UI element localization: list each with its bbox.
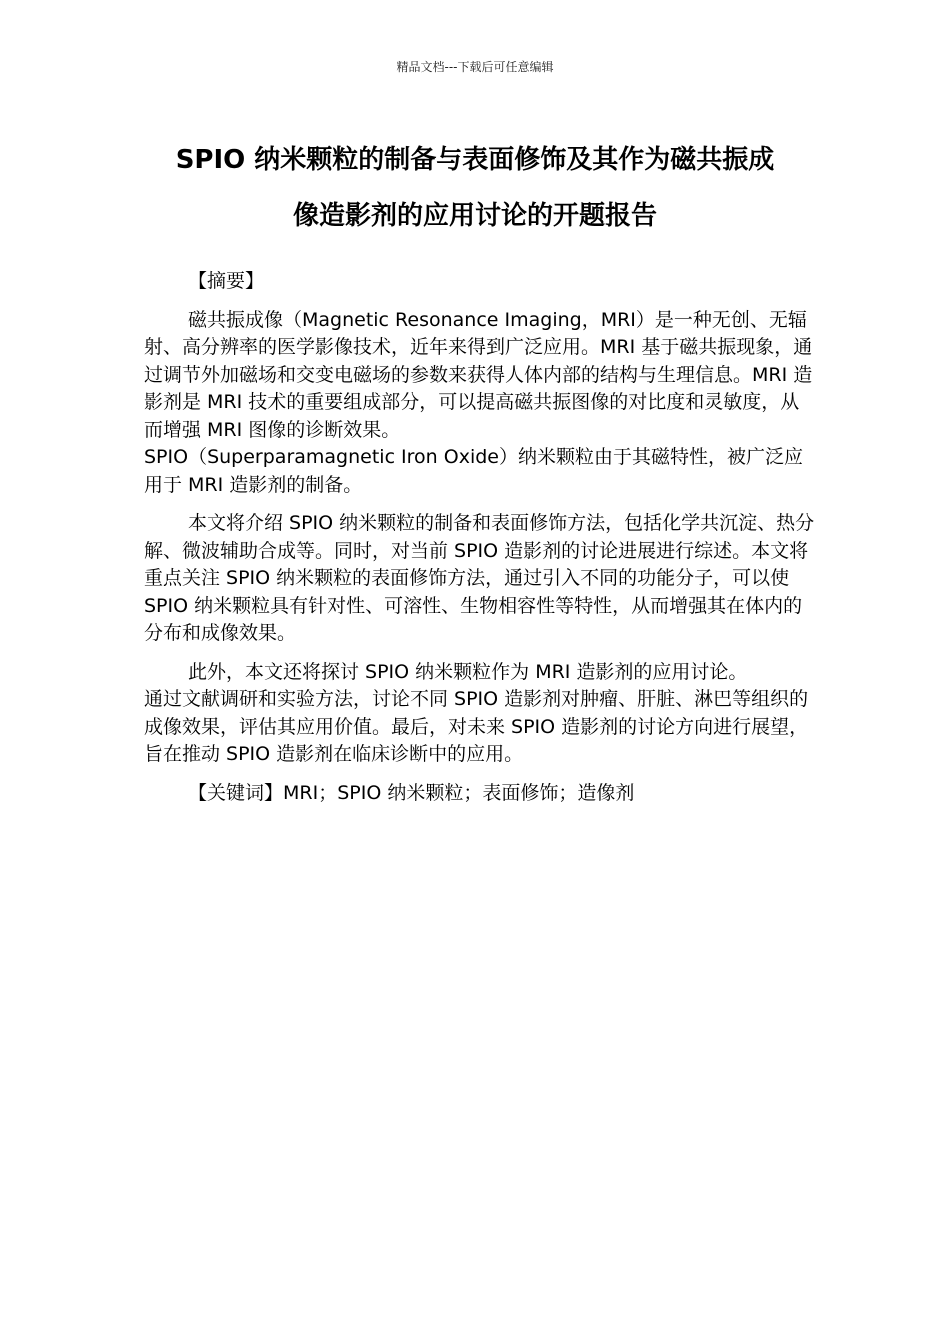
title-line-1: SPIO 纳米颗粒的制备与表面修饰及其作为磁共振成 — [175, 145, 775, 175]
title-line-2: 像造影剂的应用讨论的开题报告 — [292, 201, 657, 231]
keywords-text: MRI；SPIO 纳米颗粒；表面修饰；造像剂 — [283, 781, 635, 804]
abstract-heading: 【摘要】 — [188, 270, 265, 292]
keywords-label: 【关键词】 — [188, 781, 284, 804]
abstract-paragraph-3b: 通过文献调研和实验方法，讨论不同 SPIO 造影剂对肿瘤、肝脏、淋巴等组织的成像效果，评估其应用价值。最后，对未来 SPIO 造影剂的讨论方向进行展望，旨在推动 SPIO 造影剂在临床诊断中的应用。 — [144, 688, 809, 765]
document-body — [144, 268, 816, 818]
abstract-paragraph-3: 此外，本文还将探讨 SPIO 纳米颗粒作为 MRI 造影剂的应用讨论。 通过文献调研和实验方法，讨论不同 SPIO 造影剂对肿瘤、肝脏、淋巴等组织的成像效果，评估其应用价值。最后，对未来 SPIO 造影剂的讨论方向进行展望，旨在推动 SPIO 造影剂在临床诊断中的应用。 — [144, 659, 816, 769]
abstract-paragraph-1b: SPIO（Superparamagnetic Iron Oxide）纳米颗粒由于其磁特性，被广泛应用于 MRI 造影剂的制备。 — [144, 446, 803, 496]
header-note: 精品文档---下载后可任意编辑 — [396, 60, 554, 74]
abstract-paragraph-2: 本文将介绍 SPIO 纳米颗粒的制备和表面修饰方法，包括化学共沉淀、热分解、微波辅助合成等。同时，对当前 SPIO 造影剂的讨论进展进行综述。本文将重点关注 SPIO 纳米颗粒的表面修饰方法，通过引入不同的功能分子，可以使 SPIO 纳米颗粒具有针对性、可溶性、生物相容性等特性，从而增强其在体内的分布和成像效果。 — [144, 512, 815, 644]
abstract-paragraph-1: 磁共振成像（Magnetic Resonance Imaging，MRI）是一种无创、无辐射、高分辨率的医学影像技术，近年来得到广泛应用。MRI 基于磁共振现象，通过调节外加磁场和交变电磁场的参数来获得人体内部的结构与生理信息。MRI 造影剂是 MRI 技术的重要组成部分，可以提高磁共振图像的对比度和灵敏度，从而增强 MRI 图像的诊断效果。 SPIO（Superparamagnetic Iron Oxide）纳米颗粒由于其磁特性，被广泛应用于 MRI 造影剂的制备。 — [144, 307, 816, 500]
document-title — [130, 132, 820, 244]
keywords-line — [144, 780, 816, 808]
